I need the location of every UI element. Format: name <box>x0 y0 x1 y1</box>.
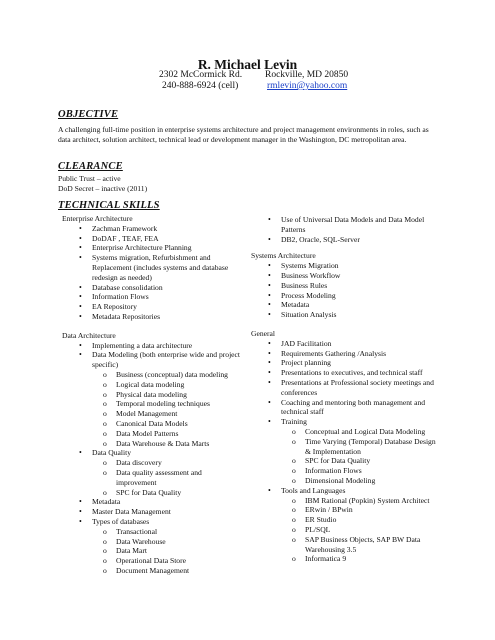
skill-item-label: Types of databases <box>92 516 150 526</box>
skill-item <box>251 339 441 349</box>
skill-subitem-label: Model Management <box>116 409 178 419</box>
skill-group-title: Data Architecture <box>62 330 116 340</box>
skill-subitem-label: Time Varying (Temporal) Database Design & Implementation <box>305 436 436 456</box>
skill-item <box>62 448 244 458</box>
skill-subitem <box>62 488 244 498</box>
skill-item <box>251 368 441 378</box>
bullet-icon: • <box>79 292 82 302</box>
skill-subitem <box>62 380 244 390</box>
skill-item <box>62 234 244 244</box>
skill-group <box>251 215 441 244</box>
circle-bullet-icon: o <box>292 426 296 436</box>
bullet-icon: • <box>79 497 82 507</box>
skill-item <box>251 281 441 291</box>
clearance-line: DoD Secret – inactive (2011) <box>58 183 148 193</box>
skill-item <box>62 350 244 370</box>
skill-subitem <box>62 468 244 488</box>
skill-subitem <box>62 439 244 449</box>
bullet-icon: • <box>268 234 271 244</box>
skill-item-label: Situation Analysis <box>281 310 337 320</box>
skill-item-label: Systems migration, Refurbishment and Replacement (includes systems and database redesign as needed) <box>92 253 229 282</box>
skill-item <box>62 517 244 527</box>
skill-subitem-label: Data quality assessment and improvement <box>116 467 202 487</box>
bullet-icon: • <box>268 290 271 300</box>
skill-item <box>251 378 441 398</box>
skill-item-label: Database consolidation <box>92 282 163 292</box>
skill-group-title: General <box>251 328 276 338</box>
circle-bullet-icon: o <box>103 409 107 419</box>
skill-item-label: Data Modeling (both enterprise wide and project specific) <box>92 350 241 370</box>
skill-list <box>251 215 441 244</box>
skill-subitem <box>251 515 441 525</box>
bullet-icon: • <box>268 377 271 387</box>
skill-item-label: Tools and Languages <box>281 485 346 495</box>
skill-item-label: Metadata Repositories <box>92 311 161 321</box>
skill-item <box>251 235 441 245</box>
skill-subitem-label: Temporal modeling techniques <box>116 399 210 409</box>
bullet-icon: • <box>268 280 271 290</box>
skill-item <box>62 292 244 302</box>
candidate-name: R. Michael Levin <box>197 57 298 72</box>
skill-item-label: Metadata <box>281 300 310 310</box>
skill-item <box>62 253 244 282</box>
clearance-heading: CLEARANCE <box>58 161 123 172</box>
skill-subitem-label: Canonical Data Models <box>116 418 188 428</box>
phone-number: 240-888-6924 (cell) <box>162 81 239 91</box>
bullet-icon: • <box>79 282 82 292</box>
circle-bullet-icon: o <box>103 428 107 438</box>
skill-group <box>251 329 441 564</box>
skill-item <box>251 215 441 235</box>
skill-subitem-label: Data Warehouse & Data Marts <box>116 438 210 448</box>
skill-subitem <box>251 456 441 466</box>
skill-subitem <box>62 537 244 547</box>
bullet-icon: • <box>79 340 82 350</box>
skill-item <box>251 398 441 418</box>
bullet-icon: • <box>268 348 271 358</box>
skill-subitem-label: Informatica 9 <box>305 554 347 564</box>
skill-item-label: Presentations at Professional society meetings and conferences <box>281 377 434 397</box>
skill-subitem-label: Physical data modeling <box>116 389 187 399</box>
circle-bullet-icon: o <box>292 436 296 446</box>
skill-subitem-label: Document Management <box>116 565 190 575</box>
skill-subitem <box>62 399 244 409</box>
skill-subitem-label: SPC for Data Quality <box>116 487 182 497</box>
skill-item-label: Training <box>281 417 307 427</box>
skill-item <box>251 358 441 368</box>
circle-bullet-icon: o <box>292 456 296 466</box>
skill-item <box>62 243 244 253</box>
skill-item <box>251 261 441 271</box>
bullet-icon: • <box>79 243 82 253</box>
skill-subitem <box>251 496 441 506</box>
objective-heading: OBJECTIVE <box>58 109 119 120</box>
skill-subitem <box>251 476 441 486</box>
skill-item-label: Use of Universal Data Models and Data Model Patterns <box>281 215 425 234</box>
skill-item <box>62 497 244 507</box>
skill-subitem-label: Operational Data Store <box>116 556 187 566</box>
skill-subitem-label: Transactional <box>116 526 158 536</box>
skill-subitem <box>62 390 244 400</box>
skill-item <box>62 507 244 517</box>
skill-subitem <box>62 527 244 537</box>
skill-subitem-label: Conceptual and Logical Data Modeling <box>305 426 426 436</box>
skill-subitem <box>62 429 244 439</box>
bullet-icon: • <box>268 310 271 320</box>
skill-subitem <box>251 427 441 437</box>
skill-item-label: Business Rules <box>281 280 328 290</box>
bullet-icon: • <box>268 397 271 407</box>
objective-text: A challenging full-time position in enterprise systems architecture and project management environments in roles, such as data architect, solution architect, technical lead or development manager in the Washington, DC metropolitan area. <box>58 125 429 144</box>
circle-bullet-icon: o <box>103 556 107 566</box>
skill-subitem-label: Logical data modeling <box>116 379 185 389</box>
circle-bullet-icon: o <box>292 534 296 544</box>
skill-item <box>251 291 441 301</box>
bullet-icon: • <box>268 270 271 280</box>
bullet-icon: • <box>79 516 82 526</box>
circle-bullet-icon: o <box>103 458 107 468</box>
skills-right-column <box>251 215 441 564</box>
skill-subitem-label: Information Flows <box>305 466 362 476</box>
skill-item-label: DB2, Oracle, SQL-Server <box>281 234 360 244</box>
skill-subitem-label: Data Mart <box>116 546 147 556</box>
skill-subitem-label: SAP Business Objects, SAP BW Data Warehousing 3.5 <box>305 534 421 554</box>
skill-item-label: Information Flows <box>92 292 149 302</box>
skill-item-label: Business Workflow <box>281 270 341 280</box>
circle-bullet-icon: o <box>292 515 296 525</box>
bullet-icon: • <box>79 350 82 360</box>
skill-subitem-label: Dimensional Modeling <box>305 475 376 485</box>
skill-group <box>251 251 441 320</box>
skill-subitem-label: Business (conceptual) data modeling <box>116 369 228 379</box>
skill-item-label: Systems Migration <box>281 261 339 271</box>
skill-list <box>251 261 441 320</box>
circle-bullet-icon: o <box>292 495 296 505</box>
bullet-icon: • <box>268 358 271 368</box>
clearance-list <box>58 174 436 194</box>
skill-subitem-label: Data discovery <box>116 458 162 468</box>
skill-item-label: Data Quality <box>92 448 132 458</box>
circle-bullet-icon: o <box>103 526 107 536</box>
bullet-icon: • <box>268 338 271 348</box>
skill-item-label: Metadata <box>92 497 121 507</box>
clearance-line: Public Trust – active <box>58 174 121 183</box>
skill-subitem <box>62 458 244 468</box>
skill-group-title: Systems Architecture <box>251 251 316 261</box>
skill-item-label: Enterprise Architecture Planning <box>92 243 192 253</box>
skill-item-label: Process Modeling <box>281 290 336 300</box>
skill-group <box>62 214 244 322</box>
circle-bullet-icon: o <box>103 389 107 399</box>
bullet-icon: • <box>79 253 82 263</box>
bullet-icon: • <box>79 448 82 458</box>
circle-bullet-icon: o <box>292 524 296 534</box>
circle-bullet-icon: o <box>103 536 107 546</box>
bullet-icon: • <box>79 311 82 321</box>
skill-item <box>251 486 441 496</box>
email-link[interactable]: rmlevin@yahoo.com <box>267 81 348 91</box>
skill-item <box>251 349 441 359</box>
skill-subitem <box>251 466 441 476</box>
skill-item <box>62 224 244 234</box>
skill-subitem-label: IBM Rational (Popkin) System Architect <box>305 495 430 505</box>
circle-bullet-icon: o <box>103 369 107 379</box>
circle-bullet-icon: o <box>103 379 107 389</box>
skill-item <box>62 341 244 351</box>
circle-bullet-icon: o <box>292 554 296 564</box>
skill-subitem-label: Data Warehouse <box>116 536 166 546</box>
skill-list <box>62 341 244 576</box>
skill-subitem <box>251 505 441 515</box>
bullet-icon: • <box>268 417 271 427</box>
skill-subitem <box>62 546 244 556</box>
circle-bullet-icon: o <box>292 466 296 476</box>
skill-item-label: Presentations to executives, and technical staff <box>281 368 423 378</box>
bullet-icon: • <box>79 223 82 233</box>
skill-item-label: JAD Facilitation <box>281 338 332 348</box>
skill-item-label: Implementing a data architecture <box>92 340 193 350</box>
skill-subitem <box>251 437 441 457</box>
bullet-icon: • <box>268 485 271 495</box>
skill-subitem <box>62 409 244 419</box>
skill-item-label: Requirements Gathering /Analysis <box>281 348 387 358</box>
skill-item <box>251 417 441 427</box>
skill-subitem-label: ERwin / BPwin <box>305 505 353 515</box>
skill-item-label: Coaching and mentoring both management and technical staff <box>281 397 426 417</box>
skill-item-label: Project planning <box>281 358 331 368</box>
skill-subitem <box>62 556 244 566</box>
skill-list <box>251 339 441 564</box>
circle-bullet-icon: o <box>292 505 296 515</box>
city-state-zip: Rockville, MD 20850 <box>265 70 349 80</box>
skill-item-label: EA Repository <box>92 302 137 312</box>
bullet-icon: • <box>79 507 82 517</box>
circle-bullet-icon: o <box>103 418 107 428</box>
skill-item <box>251 271 441 281</box>
skill-subitem <box>251 525 441 535</box>
skill-subitem <box>62 370 244 380</box>
skill-group-title: Enterprise Architecture <box>62 214 133 223</box>
skill-subitem-label: Data Model Patterns <box>116 428 179 438</box>
circle-bullet-icon: o <box>292 475 296 485</box>
skill-group <box>62 331 244 576</box>
skills-left-column <box>62 214 244 576</box>
skill-list <box>62 224 244 322</box>
bullet-icon: • <box>79 233 82 243</box>
bullet-icon: • <box>268 215 271 224</box>
bullet-icon: • <box>79 302 82 312</box>
skill-item <box>62 302 244 312</box>
skill-subitem <box>62 566 244 576</box>
skill-subitem <box>251 535 441 555</box>
skill-item <box>251 310 441 320</box>
circle-bullet-icon: o <box>103 546 107 556</box>
skill-subitem <box>251 554 441 564</box>
circle-bullet-icon: o <box>103 399 107 409</box>
circle-bullet-icon: o <box>103 438 107 448</box>
circle-bullet-icon: o <box>103 467 107 477</box>
bullet-icon: • <box>268 368 271 378</box>
skill-item <box>62 283 244 293</box>
circle-bullet-icon: o <box>103 487 107 497</box>
skill-item-label: DoDAF , TEAF, FEA <box>92 233 159 243</box>
skill-subitem-label: ER Studio <box>305 515 337 525</box>
bullet-icon: • <box>268 261 271 271</box>
technical-skills-heading: TECHNICAL SKILLS <box>58 200 160 211</box>
skill-subitem <box>62 419 244 429</box>
circle-bullet-icon: o <box>103 565 107 575</box>
skill-item <box>62 312 244 322</box>
skill-item-label: Zachman Framework <box>92 223 158 233</box>
bullet-icon: • <box>268 300 271 310</box>
skill-subitem-label: SPC for Data Quality <box>305 456 371 466</box>
street-address: 2302 McCormick Rd. <box>159 70 243 80</box>
skill-subitem-label: PL/SQL <box>305 524 331 534</box>
skill-item <box>251 300 441 310</box>
skill-item-label: Master Data Management <box>92 507 171 517</box>
